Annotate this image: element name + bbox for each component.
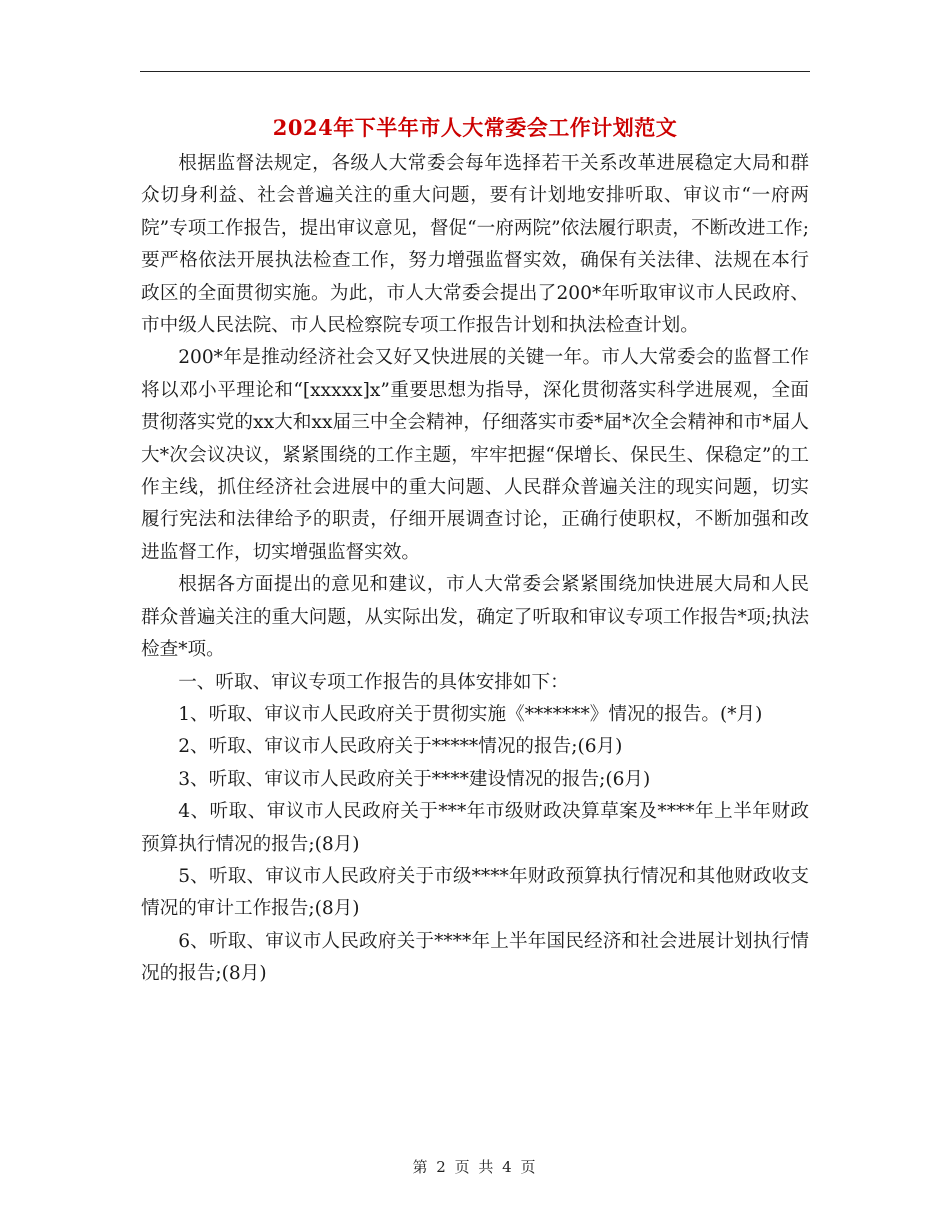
list-item: 1、听取、审议市人民政府关于贯彻实施《*******》情况的报告。(*月)	[178, 703, 763, 725]
list-item: 2、听取、审议市人民政府关于*****情况的报告;(6月)	[178, 736, 623, 758]
paragraph-intro: 根据监督法规定，各级人大常委会每年选择若干关系改革进展稳定大局和群众切身利益、社会普遍关注的重大问题，要有计划地安排听取、审议市“一府两院”专项工作报告，提出审议意见，督促“一府两院”依法履行职责，不断改进工作;要严格依法开展执法检查工作，努力增强监督实效，确保有关法律、法规在本行政区的全面贯彻实施。为此，市人大常委会提出了200*年听取审议市人民政府、市中级人民法院、市人民检察院专项工作报告计划和执法检查计划。	[141, 153, 809, 337]
paragraph-scope: 根据各方面提出的意见和建议，市人大常委会紧紧围绕加快进展大局和人民群众普遍关注的重大问题，从实际出发，确定了听取和审议专项工作报告*项;执法检查*项。	[141, 574, 809, 661]
document-body	[141, 148, 809, 991]
list-item: 3、听取、审议市人民政府关于****建设情况的报告;(6月)	[178, 768, 651, 790]
section-heading: 一、听取、审议专项工作报告的具体安排如下：	[178, 671, 569, 693]
document-title: 2024年下半年市人大常委会工作计划范文	[272, 115, 678, 140]
list-item: 6、听取、审议市人民政府关于****年上半年国民经济和社会进展计划执行情况的报告;(8月)	[141, 930, 809, 985]
paragraph-guidance: 200*年是推动经济社会又好又快进展的关键一年。市人大常委会的监督工作将以邓小平理论和“[xxxxx]x”重要思想为指导，深化贯彻落实科学进展观，全面贯彻落实党的xx大和xx届三中全会精神，仔细落实市委*届*次全会精神和市*届人大*次会议决议，紧紧围绕的工作主题，牢牢把握“保增长、保民生、保稳定”的工作主线，抓住经济社会进展中的重大问题、人民群众普遍关注的现实问题，切实履行宪法和法律给予的职责，仔细开展调查讨论，正确行使职权，不断加强和改进监督工作，切实增强监督实效。	[141, 347, 809, 563]
header-rule	[140, 71, 810, 72]
list-item: 4、听取、审议市人民政府关于***年市级财政决算草案及****年上半年财政预算执行情况的报告;(8月)	[141, 801, 809, 855]
page-number: 第 2 页 共 4 页	[412, 1158, 538, 1176]
list-item: 5、听取、审议市人民政府关于市级****年财政预算执行情况和其他财政收支情况的审计工作报告;(8月)	[141, 865, 809, 920]
